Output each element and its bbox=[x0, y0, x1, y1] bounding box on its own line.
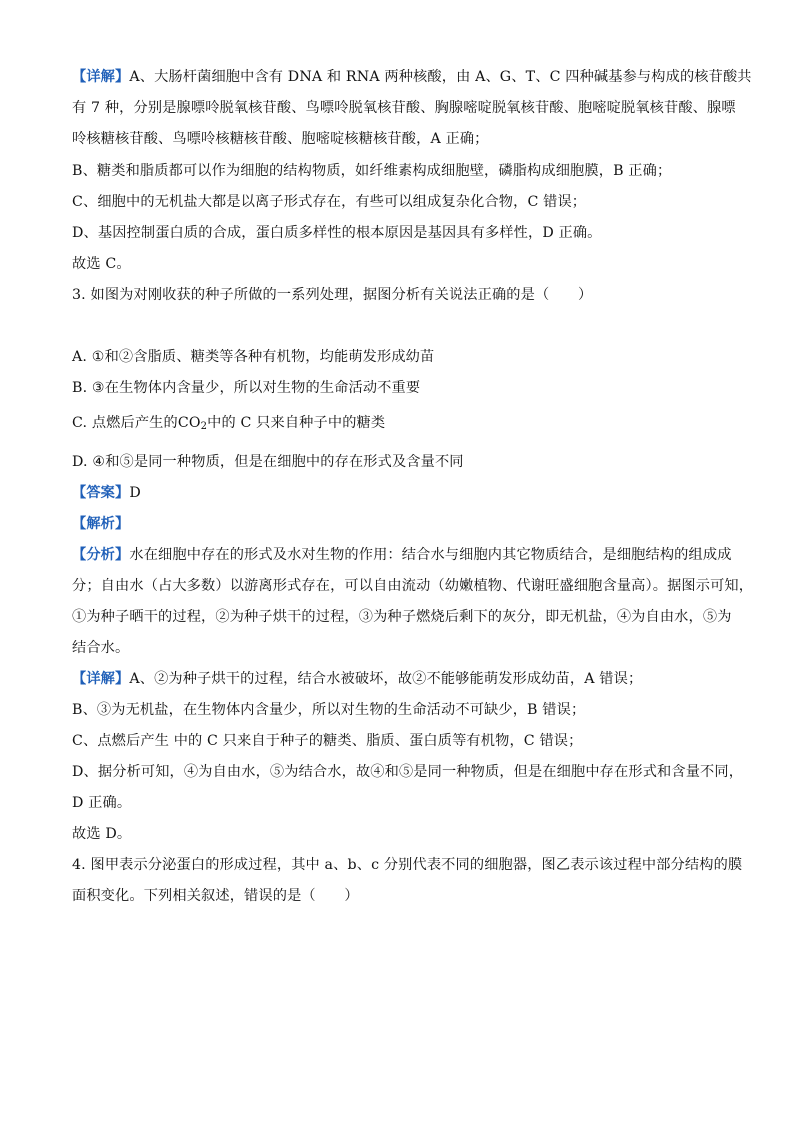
q3-detail-line-2: B、③为无机盐，在生物体内含量少，所以对生物的生命活动不可缺少，B 错误； bbox=[72, 702, 586, 718]
q3-analysis-heading bbox=[72, 514, 722, 534]
q2-detail-line-3: 呤核糖核苷酸、鸟嘌呤核糖核苷酸、胞嘧啶核糖核苷酸，A 正确； bbox=[72, 131, 489, 147]
q3-stem: 3. 如图为对刚收获的种子所做的一系列处理，据图分析有关说法正确的是（ ） bbox=[72, 287, 593, 303]
q3-detail-line-1 bbox=[72, 669, 722, 689]
q2-detail-line-5: C、细胞中的无机盐大都是以离子形式存在，有些可以组成复杂化合物，C 错误； bbox=[72, 194, 587, 210]
q3-detail-line-4: D、据分析可知，④为自由水，⑤为结合水，故④和⑤是同一种物质，但是在细胞中存在形式和含量不同， bbox=[72, 764, 744, 780]
q2-detail-line-4: B、糖类和脂质都可以作为细胞的结构物质，如纤维素构成细胞壁，磷脂构成细胞膜，B 正确； bbox=[72, 163, 672, 179]
detail-tag: 【详解】 bbox=[72, 671, 130, 687]
q3-fenxi-line-2: 分；自由水（占大多数）以游离形式存在，可以自由流动（幼嫩植物、代谢旺盛细胞含量高）。据图示可知， bbox=[72, 578, 754, 594]
q2-detail-line-2: 有 7 种，分别是腺嘌呤脱氧核苷酸、鸟嘌呤脱氧核苷酸、胸腺嘧啶脱氧核苷酸、胞嘧啶脱氧核苷酸、腺嘌 bbox=[72, 100, 736, 116]
text: A、②为种子烘干的过程，结合水被破坏，故②不能够能萌发形成幼苗，A 错误； bbox=[129, 671, 643, 687]
q4-stem-line-2: 面积变化。下列相关叙述，错误的是（ ） bbox=[72, 888, 359, 904]
detail-tag: 【详解】 bbox=[72, 69, 130, 85]
q3-fenxi-line-1 bbox=[72, 545, 732, 565]
answer-value: D bbox=[129, 485, 141, 501]
q3-conclusion: 故选 D。 bbox=[72, 826, 132, 842]
q3-detail-line-5: D 正确。 bbox=[72, 795, 132, 811]
q3-answer bbox=[72, 483, 722, 503]
analysis-tag: 【解析】 bbox=[72, 516, 130, 532]
q3-fenxi-line-3: ①为种子晒干的过程，②为种子烘干的过程，③为种子燃烧后剩下的灰分，即无机盐，④为自由水，⑤为 bbox=[72, 609, 732, 625]
q3-option-a: A. ①和②含脂质、糖类等各种有机物，均能萌发形成幼苗 bbox=[72, 349, 435, 365]
q3-option-b: B. ③在生物体内含量少，所以对生物的生命活动不重要 bbox=[72, 380, 421, 396]
answer-tag: 【答案】 bbox=[72, 485, 130, 501]
q3-option-d: D. ④和⑤是同一种物质，但是在细胞中的存在形式及含量不同 bbox=[72, 454, 464, 470]
q2-detail-line-6: D、基因控制蛋白质的合成，蛋白质多样性的根本原因是基因具有多样性，D 正确。 bbox=[72, 225, 602, 241]
q2-detail-line-1 bbox=[72, 67, 752, 87]
q2-conclusion: 故选 C。 bbox=[72, 256, 131, 272]
q3-detail-line-3: C、点燃后产生 中的 C 只来自于种子的糖类、脂质、蛋白质等有机物，C 错误； bbox=[72, 733, 583, 749]
option-c-post: 中的 C 只来自种子中的糖类 bbox=[207, 415, 386, 431]
q3-fenxi-line-4: 结合水。 bbox=[72, 640, 130, 656]
text: A、大肠杆菌细胞中含有 DNA 和 RNA 两种核酸，由 A、G、T、C 四种碱基参与构成的核苷酸共 bbox=[129, 69, 752, 85]
option-c-pre: C. 点燃后产生的 bbox=[72, 415, 178, 431]
formula-sub: 2 bbox=[200, 421, 208, 432]
fenxi-tag: 【分析】 bbox=[72, 547, 130, 563]
q3-option-c bbox=[72, 413, 722, 435]
q4-stem-line-1: 4. 图甲表示分泌蛋白的形成过程，其中 a、b、c 分别代表不同的细胞器，图乙表示该过程中部分结构的膜 bbox=[72, 857, 743, 873]
co2-formula bbox=[178, 415, 207, 431]
text: 水在细胞中存在的形式及水对生物的作用：结合水与细胞内其它物质结合，是细胞结构的组成成 bbox=[129, 547, 732, 563]
formula-main: CO bbox=[177, 415, 201, 431]
